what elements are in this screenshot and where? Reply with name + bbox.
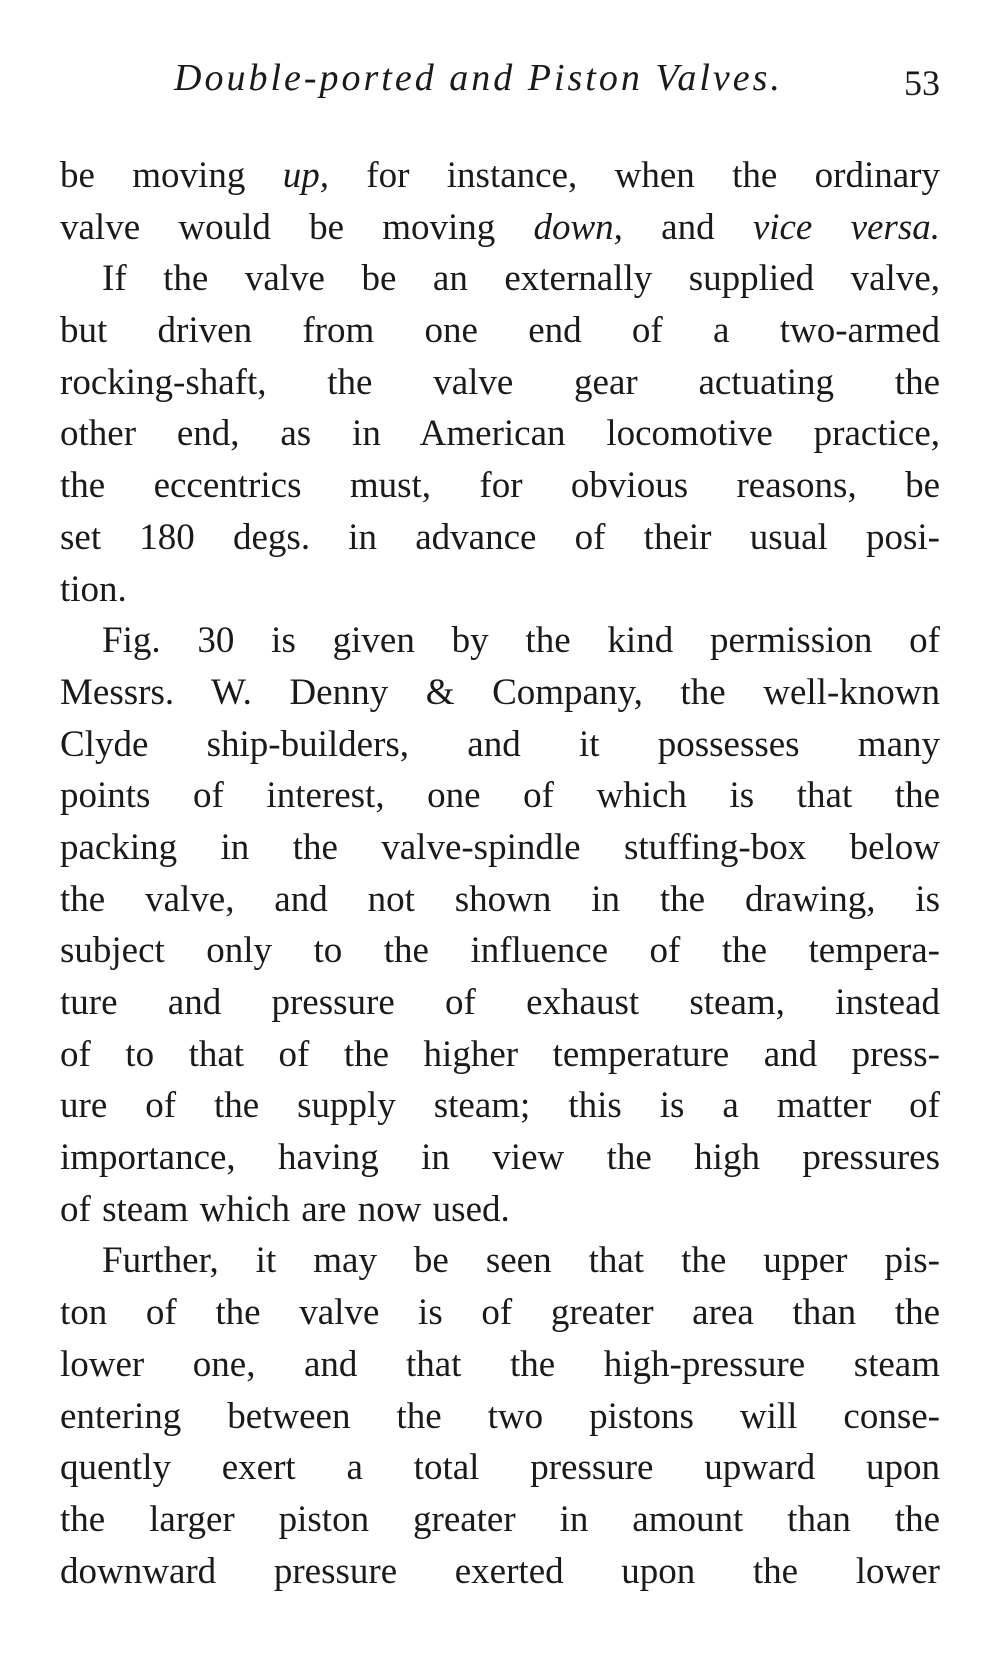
body-text (60, 150, 940, 1597)
text-line: other end, as in American locomotive practice, (60, 413, 940, 455)
text-line: rocking-shaft, the valve gear actuating the (60, 361, 940, 403)
text-line: the eccentrics must, for obvious reasons, be (60, 465, 940, 507)
text-line: importance, having in view the high pressures (60, 1137, 940, 1179)
text-line: quently exert a total pressure upward upon (60, 1447, 940, 1489)
text-line: ton of the valve is of greater area than the (60, 1292, 940, 1334)
text-line: the larger piston greater in amount than the (60, 1498, 940, 1540)
text-line: ture and pressure of exhaust steam, instead (60, 982, 940, 1023)
text-line: downward pressure exerted upon the lower (60, 1550, 940, 1592)
text-line: ure of the supply steam; this is a matter of (60, 1085, 940, 1127)
running-head (60, 56, 940, 106)
text-line: the valve, and not shown in the drawing, is (60, 878, 940, 920)
text-line: Messrs. W. Denny & Company, the well-known (60, 671, 940, 713)
paragraph-start-line: Further, it may be seen that the upper pis- (102, 1240, 940, 1282)
paragraph-start-line: Fig. 30 is given by the kind permission of (102, 620, 940, 662)
paragraph-end-line: tion. (60, 568, 127, 610)
text-line: valve would be moving down, and vice versa. (60, 206, 940, 248)
text-line: lower one, and that the high-pressure steam (60, 1343, 940, 1385)
text-line: Clyde ship-builders, and it possesses many (60, 723, 940, 765)
page-number: 53 (904, 63, 940, 103)
text-line: points of interest, one of which is that the (60, 775, 940, 817)
text-line: subject only to the influence of the tempera- (60, 930, 940, 972)
text-line: entering between the two pistons will conse- (60, 1395, 940, 1437)
text-line: of to that of the higher temperature and press- (60, 1033, 940, 1075)
text-line: but driven from one end of a two-armed (60, 310, 940, 352)
paragraph-end-line: of steam which are now used. (60, 1188, 510, 1230)
text-line: be moving up, for instance, when the ordinary (60, 155, 940, 196)
running-title: Double-ported and Piston Valves. (174, 57, 783, 99)
book-page (60, 0, 940, 1655)
text-line: packing in the valve-spindle stuffing-box below (60, 826, 940, 868)
text-line: set 180 degs. in advance of their usual posi- (60, 516, 940, 558)
paragraph-start-line: If the valve be an externally supplied valve, (102, 258, 940, 300)
